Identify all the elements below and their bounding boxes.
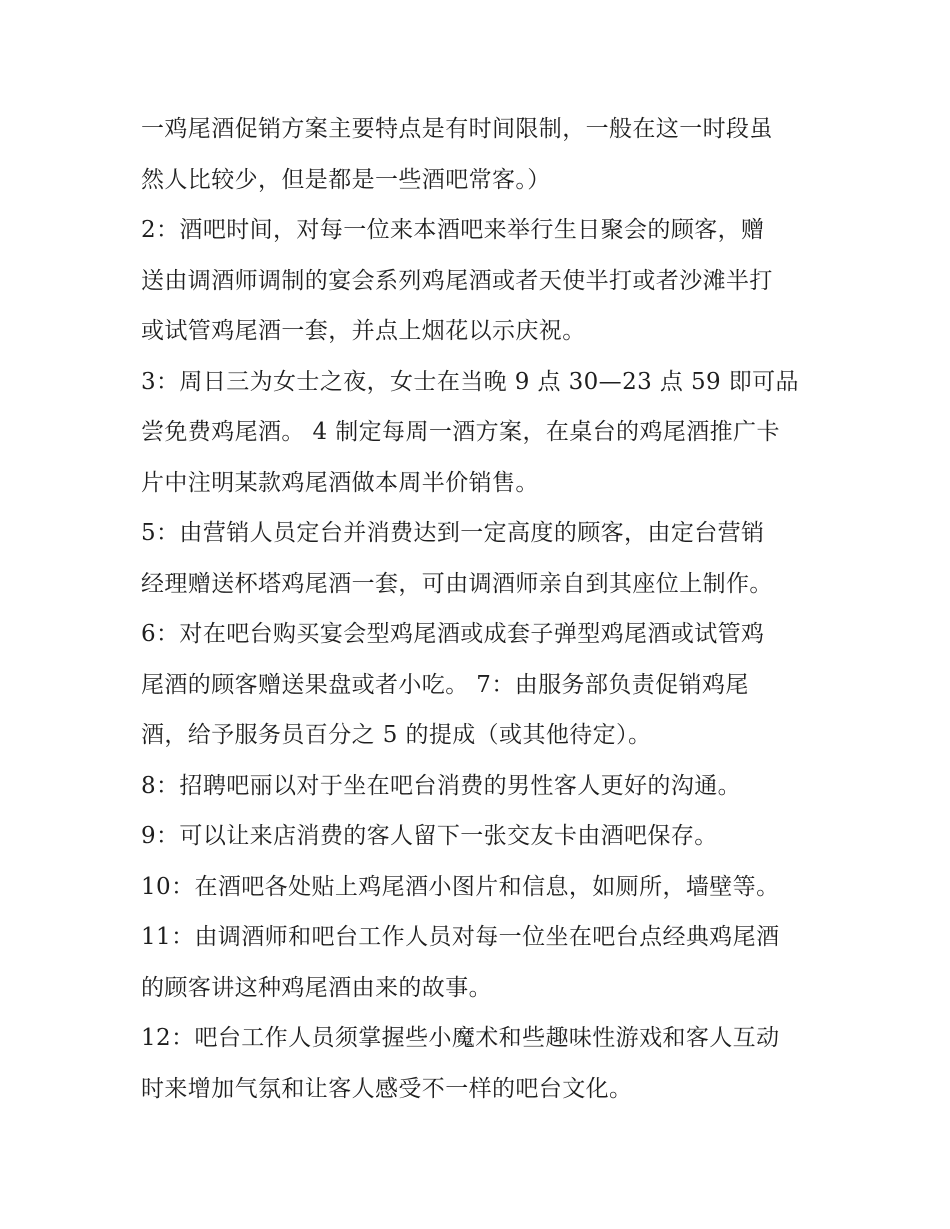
- text-line: 3：周日三为女士之夜，女士在当晚 9 点 30—23 点 59 即可品: [141, 368, 799, 395]
- text-line: 2：酒吧时间，对每一位来本酒吧来举行生日聚会的顾客，赠: [141, 217, 765, 243]
- text-line: 10：在酒吧各处贴上鸡尾酒小图片和信息，如厕所，墙壁等。: [141, 873, 780, 900]
- text-line: 时来增加气氛和让客人感受不一样的吧台文化。: [141, 1075, 633, 1102]
- text-line: 尝免费鸡尾酒。 4 制定每周一酒方案，在桌台的鸡尾酒推广卡: [141, 419, 780, 445]
- text-line: 然人比较少，但是都是一些酒吧常客。）: [141, 166, 551, 193]
- document-body: [141, 104, 831, 1114]
- text-line: 8：招聘吧丽以对于坐在吧台消费的男性客人更好的沟通。: [141, 772, 742, 799]
- text-line: 6：对在吧台购买宴会型鸡尾酒或成套子弹型鸡尾酒或试管鸡: [141, 621, 765, 647]
- text-line: 送由调酒师调制的宴会系列鸡尾酒或者天使半打或者沙滩半打: [141, 267, 773, 294]
- text-line: 11：由调酒师和吧台工作人员对每一位坐在吧台点经典鸡尾酒: [141, 924, 780, 950]
- text-line: 酒，给予服务员百分之 5 的提成（或其他待定）。: [141, 722, 652, 748]
- text-line: 片中注明某款鸡尾酒做本周半价销售。: [141, 469, 539, 496]
- text-line: 的顾客讲这种鸡尾酒由来的故事。: [141, 974, 492, 1001]
- text-line: 经理赠送杯塔鸡尾酒一套，可由调酒师亲自到其座位上制作。: [141, 570, 773, 597]
- text-line: 5：由营销人员定台并消费达到一定高度的顾客，由定台营销: [141, 520, 765, 546]
- text-line: 尾酒的顾客赠送果盘或者小吃。 7：由服务部负责促销鸡尾: [141, 671, 749, 698]
- text-line: 12：吧台工作人员须掌握些小魔术和些趣味性游戏和客人互动: [141, 1025, 780, 1051]
- text-line: 或试管鸡尾酒一套，并点上烟花以示庆祝。: [141, 318, 586, 344]
- text-line: 9：可以让来店消费的客人留下一张交友卡由酒吧保存。: [141, 823, 718, 849]
- text-line: 一鸡尾酒促销方案主要特点是有时间限制，一般在这一时段虽: [141, 116, 773, 142]
